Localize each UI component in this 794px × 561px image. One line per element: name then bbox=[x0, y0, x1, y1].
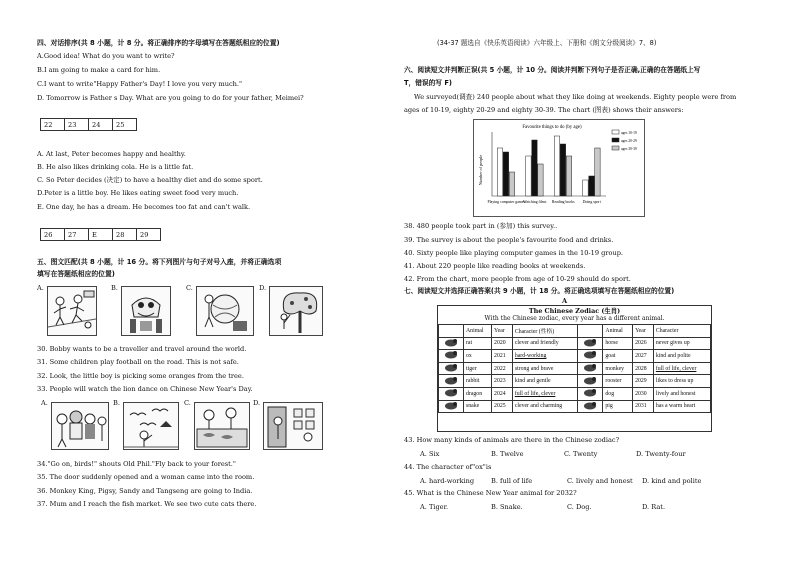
chart-bar bbox=[583, 180, 588, 196]
zodiac-animal-icon bbox=[578, 400, 603, 413]
statement-41: 41. About 220 people like reading books at weekends. bbox=[404, 262, 586, 270]
chart-legend-label: ages 20-29 bbox=[621, 139, 637, 143]
zodiac-cell: snake bbox=[464, 400, 492, 413]
zodiac-animal-icon bbox=[578, 387, 603, 400]
section-6-title-cont: T，错误的写 F) bbox=[404, 79, 452, 87]
zodiac-subtitle: With the Chinese zodiac, every year has a different animal. bbox=[484, 315, 665, 322]
order-cell: E bbox=[89, 229, 113, 241]
section-5-title-cont: 填写在答题纸相应的位置) bbox=[37, 270, 115, 278]
chart-bars-group bbox=[497, 136, 600, 196]
section-6-title: 六、阅读短文并判断正误(共 5 小题，计 10 分。阅读并判断下列句子是否正确,正确的在答题纸上写 bbox=[404, 66, 701, 74]
zodiac-row bbox=[439, 362, 711, 375]
zodiac-cell: clever and charming bbox=[512, 400, 578, 413]
zodiac-cell: 2023 bbox=[492, 375, 513, 388]
favourite-things-chart bbox=[473, 119, 645, 217]
section-5-title: 五、图文匹配(共 8 小题，计 16 分。将下列图片与句子对号入座，并将正确选项 bbox=[37, 258, 282, 266]
zodiac-cell: likes to dress up bbox=[653, 375, 710, 388]
picture-lion-dance bbox=[121, 286, 171, 336]
zodiac-cell: rat bbox=[464, 337, 492, 350]
col-header: Year bbox=[633, 325, 654, 338]
zodiac-box bbox=[437, 305, 712, 432]
zodiac-cell: full of life, clever bbox=[512, 387, 578, 400]
zodiac-icon-header bbox=[578, 325, 603, 338]
q44-option-c: C. lively and honest bbox=[567, 477, 633, 485]
sentence-37: 37. Mum and I reach the fish market. We see two cute cats there. bbox=[37, 500, 257, 508]
q45-option-d: D. Rat. bbox=[642, 503, 666, 511]
zodiac-animal-icon bbox=[439, 387, 464, 400]
zodiac-animal-icon bbox=[578, 350, 603, 363]
sentence-36: 36. Monkey King, Pigsy, Sandy and Tangseng are going to India. bbox=[37, 487, 253, 495]
zodiac-cell: 2031 bbox=[633, 400, 654, 413]
chart-bar bbox=[566, 156, 571, 196]
zodiac-cell: goat bbox=[603, 350, 633, 363]
zodiac-cell: 2020 bbox=[492, 337, 513, 350]
chart-bar bbox=[560, 144, 565, 196]
pic-label-a2: A. bbox=[41, 399, 48, 407]
question-43: 43. How many kinds of animals are there in the Chinese zodiac? bbox=[404, 436, 620, 444]
zodiac-animal-icon bbox=[439, 375, 464, 388]
chart-category-label: Playing computer games bbox=[487, 200, 526, 204]
zodiac-cell: strong and brave bbox=[512, 362, 578, 375]
picture-orange-tree bbox=[269, 286, 323, 336]
picture-traveller bbox=[196, 286, 254, 336]
dialog-line-c: C.I want to write"Happy Father's Day! I love you very much." bbox=[37, 80, 243, 88]
chart-bar bbox=[509, 172, 514, 196]
q43-option-a: A. Six bbox=[420, 450, 440, 458]
zodiac-cell: hard-working bbox=[512, 350, 578, 363]
zodiac-row bbox=[439, 387, 711, 400]
picture-journey-west bbox=[51, 402, 109, 450]
zodiac-cell: tiger bbox=[464, 362, 492, 375]
story-line-d: D.Peter is a little boy. He likes eating sweet food very much. bbox=[37, 189, 239, 197]
order-cell: 27 bbox=[65, 229, 89, 241]
chart-bar bbox=[526, 156, 531, 196]
chart-bar bbox=[532, 140, 537, 196]
chart-legend-label: ages 10-19 bbox=[621, 131, 637, 135]
zodiac-cell: 2025 bbox=[492, 400, 513, 413]
pic-label-d2: D. bbox=[253, 399, 261, 407]
order-cell: 23 bbox=[65, 119, 89, 131]
order-table-2 bbox=[40, 228, 161, 241]
zodiac-animal-icon bbox=[578, 337, 603, 350]
sentence-35: 35. The door suddenly opened and a woman came into the room. bbox=[37, 473, 255, 481]
col-header: Animal bbox=[603, 325, 633, 338]
story-line-b: B. He also likes drinking cola. He is a little fat. bbox=[37, 163, 194, 171]
chart-bar bbox=[554, 136, 559, 196]
col-header: Character bbox=[653, 325, 710, 338]
order-cell: 29 bbox=[137, 229, 161, 241]
zodiac-row bbox=[439, 337, 711, 350]
zodiac-cell: dog bbox=[603, 387, 633, 400]
chart-bar bbox=[595, 148, 600, 196]
pic-label-b2: B. bbox=[113, 399, 120, 407]
pic-label-c2: C. bbox=[184, 399, 191, 407]
chart-legend-label: ages 30-39 bbox=[621, 147, 637, 151]
q44-option-b: B. full of life bbox=[491, 477, 533, 485]
question-44: 44. The character of"ox"is bbox=[404, 463, 492, 471]
zodiac-cell: 2027 bbox=[633, 350, 654, 363]
chart-y-axis-label: Number of people bbox=[478, 154, 483, 186]
zodiac-animal-icon bbox=[439, 350, 464, 363]
pic-label-c: C. bbox=[186, 284, 193, 292]
zodiac-cell: never gives up bbox=[653, 337, 710, 350]
chart-title: Favourite things to do (by age) bbox=[522, 125, 582, 130]
zodiac-cell: pig bbox=[603, 400, 633, 413]
zodiac-header-row bbox=[439, 325, 711, 338]
order-cell: 25 bbox=[113, 119, 137, 131]
zodiac-animal-icon bbox=[439, 400, 464, 413]
bar-chart-svg bbox=[474, 120, 644, 216]
picture-birds bbox=[123, 402, 179, 450]
zodiac-cell: 2024 bbox=[492, 387, 513, 400]
passage-line-2: ages of 10-19, eighty 20-29 and eighty 30-39. The chart (图表) shows their answers: bbox=[404, 106, 684, 114]
story-line-a: A. At last, Peter becomes happy and healthy. bbox=[37, 150, 186, 158]
section-4-title: 四、对话排序(共 8 小题，计 8 分。将正确排序的字母填写在答题纸相应的位置) bbox=[37, 39, 280, 47]
zodiac-cell: rooster bbox=[603, 375, 633, 388]
zodiac-cell: lively and honest bbox=[653, 387, 710, 400]
zodiac-cell: 2030 bbox=[633, 387, 654, 400]
dialog-line-a: A.Good idea! What do you want to write? bbox=[37, 52, 175, 60]
order-cell: 28 bbox=[113, 229, 137, 241]
zodiac-cell: kind and gentle bbox=[512, 375, 578, 388]
zodiac-cell: 2028 bbox=[633, 362, 654, 375]
zodiac-cell: horse bbox=[603, 337, 633, 350]
zodiac-cell: kind and polite bbox=[653, 350, 710, 363]
order-cell: 22 bbox=[41, 119, 65, 131]
zodiac-table bbox=[438, 324, 711, 413]
statement-40: 40. Sixty people like playing computer games in the 10-19 group. bbox=[404, 249, 624, 257]
zodiac-cell: full of life, clever bbox=[653, 362, 710, 375]
chart-bar bbox=[589, 176, 594, 196]
zodiac-cell: has a warm heart bbox=[653, 400, 710, 413]
col-header: Animal bbox=[464, 325, 492, 338]
chart-bar bbox=[497, 148, 502, 196]
q43-option-c: C. Twenty bbox=[564, 450, 598, 458]
zodiac-animal-icon bbox=[578, 362, 603, 375]
q44-option-d: D. kind and polite bbox=[642, 477, 702, 485]
q45-option-c: C. Dog. bbox=[567, 503, 592, 511]
zodiac-cell: ox bbox=[464, 350, 492, 363]
sentence-30: 30. Bobby wants to be a traveller and travel around the world. bbox=[37, 345, 247, 353]
zodiac-animal-icon bbox=[578, 375, 603, 388]
q43-option-d: D. Twenty-four bbox=[636, 450, 686, 458]
story-line-e: E. One day, he has a dream. He becomes too fat and can't walk. bbox=[37, 203, 251, 211]
chart-legend-swatch bbox=[612, 130, 619, 134]
zodiac-cell: 2029 bbox=[633, 375, 654, 388]
zodiac-icon-header bbox=[439, 325, 464, 338]
order-table-1 bbox=[40, 118, 137, 131]
q43-option-b: B. Twelve bbox=[491, 450, 524, 458]
chart-bar bbox=[538, 164, 543, 196]
story-line-c: C. So Peter decides (决定) to have a healthy diet and do some sport. bbox=[37, 176, 263, 184]
statement-42: 42. From the chart, more people from age of 10-29 should do sport. bbox=[404, 275, 631, 283]
zodiac-cell: rabbit bbox=[464, 375, 492, 388]
section-7-title: 七、阅读短文并选择正确答案(共 9 小题，计 18 分。将正确选项填写在答题纸相应的位置) bbox=[404, 287, 675, 295]
chart-bar bbox=[503, 152, 508, 196]
zodiac-cell: 2026 bbox=[633, 337, 654, 350]
zodiac-animal-icon bbox=[439, 337, 464, 350]
pic-label-a: A. bbox=[37, 284, 44, 292]
zodiac-cell: monkey bbox=[603, 362, 633, 375]
statement-38: 38. 480 people took part in (参加) this survey.. bbox=[404, 222, 558, 230]
zodiac-row bbox=[439, 400, 711, 413]
col-header: Year bbox=[492, 325, 513, 338]
statement-39: 39. The survey is about the people's favourite food and drinks. bbox=[404, 236, 614, 244]
picture-door-room bbox=[263, 402, 323, 450]
chart-category-label: Reading books bbox=[551, 200, 575, 204]
zodiac-cell: dragon bbox=[464, 387, 492, 400]
passage-letter: A bbox=[562, 297, 568, 305]
pic-label-d: D. bbox=[259, 284, 267, 292]
q44-option-a: A. hard-working bbox=[420, 477, 475, 485]
zodiac-cell: clever and friendly bbox=[512, 337, 578, 350]
zodiac-row bbox=[439, 375, 711, 388]
chart-x-labels bbox=[487, 200, 601, 204]
chart-legend-swatch bbox=[612, 138, 619, 142]
source-note: (34-37 题选自《快乐英语阅读》六年级上、下册和《朗文分级阅读》7、8) bbox=[437, 39, 657, 47]
zodiac-cell: 2021 bbox=[492, 350, 513, 363]
zodiac-row bbox=[439, 350, 711, 363]
picture-fish-market bbox=[194, 402, 250, 450]
q45-option-a: A. Tiger. bbox=[420, 503, 449, 511]
zodiac-cell: 2022 bbox=[492, 362, 513, 375]
sentence-33: 33. People will watch the lion dance on Chinese New Year's Day. bbox=[37, 385, 253, 393]
sentence-34: 34."Go on, birds!" shouts Old Phil."Fly back to your forest." bbox=[37, 460, 236, 468]
passage-line-1: We surveyed(调查) 240 people about what they like doing at weekends. Eighty people were from bbox=[414, 93, 737, 101]
chart-category-label: Watching films bbox=[523, 200, 547, 204]
order-cell: 24 bbox=[89, 119, 113, 131]
chart-legend bbox=[612, 130, 637, 151]
dialog-line-b: B.I am going to make a card for him. bbox=[37, 66, 161, 74]
zodiac-animal-icon bbox=[439, 362, 464, 375]
q45-option-b: B. Snake. bbox=[491, 503, 523, 511]
sentence-31: 31. Some children play football on the road. This is not safe. bbox=[37, 358, 239, 366]
col-header: Character (性格) bbox=[512, 325, 578, 338]
dialog-line-d: D. Tomorrow is Father s Day. What are you going to do for your father, Meimei? bbox=[37, 94, 304, 102]
question-45: 45. What is the Chinese New Year animal for 2032? bbox=[404, 489, 577, 497]
zodiac-title: The Chinese Zodiac (生肖) bbox=[528, 307, 621, 315]
pic-label-b: B. bbox=[111, 284, 118, 292]
chart-legend-swatch bbox=[612, 146, 619, 150]
picture-football-kids bbox=[47, 286, 97, 336]
sentence-32: 32. Look, the little boy is picking some oranges from the tree. bbox=[37, 372, 244, 380]
chart-category-label: Doing sport bbox=[582, 200, 601, 204]
order-cell: 26 bbox=[41, 229, 65, 241]
